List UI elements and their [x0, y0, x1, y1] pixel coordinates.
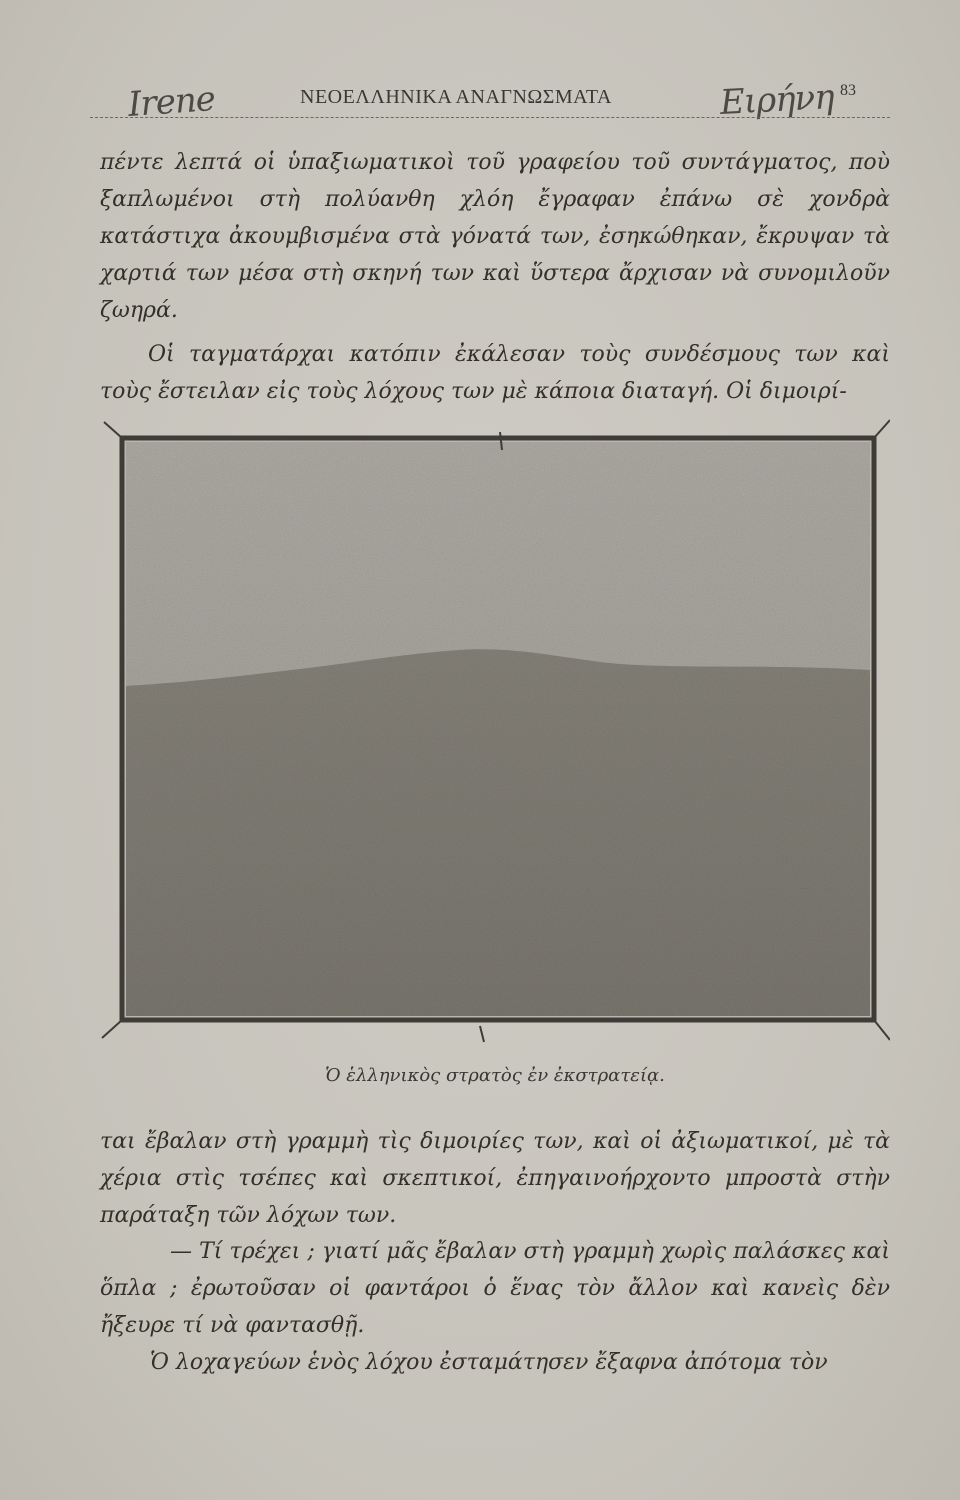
paragraph-3: ται ἔβαλαν στὴ γραμμὴ τὶς διμοιρίες των, καὶ οἱ ἀξιωματικοί, μὲ τὰ χέρια στὶς τσέπες καὶ σκεπτικοί, ἐπηγαινοήρχοντο μπροστὰ στὴν παράταξη τῶν λόχων των.: [100, 1129, 890, 1228]
paragraph-2: Οἱ ταγματάρχαι κατόπιν ἐκάλεσαν τοὺς συνδέσμους των καὶ τοὺς ἔστειλαν εἰς τοὺς λόχους των μὲ κάποια διαταγή. Οἱ διμοιρί-: [100, 342, 890, 404]
paragraph-5: Ὁ λοχαγεύων ἑνὸς λόχου ἐσταμάτησεν ἔξαφνα ἀπότομα τὸν: [150, 1350, 828, 1375]
page-header: [100, 74, 890, 125]
paragraph-4: — Τί τρέχει ; γιατί μᾶς ἔβαλαν στὴ γραμμὴ χωρὶς παλάσκες καὶ ὅπλα ; ἐρωτοῦσαν οἱ φαντάροι ὁ ἕνας τὸν ἄλλον καὶ κανεὶς δὲν ἤξευρε τί νὰ φαντασθῇ.: [100, 1239, 890, 1338]
paragraph-1: πέντε λεπτά οἱ ὑπαξιωματικοὶ τοῦ γραφείου τοῦ συντάγματος, ποὺ ξαπλωμένοι στὴ πολύανθη χλόη ἔγραφαν ἐπάνω σὲ χονδρὰ κατάστιχα ἀκουμβισμένα στὰ γόνατά των, ἐσηκώθηκαν, ἔκρυψαν τὰ χαρτιά των μέσα στὴ σκηνή των καὶ ὕστερα ἄρχισαν νὰ συνομιλοῦν ζωηρά.: [100, 150, 890, 323]
page-number: 83: [840, 82, 856, 99]
photo-caption: Ὁ ἑλληνικὸς στρατὸς ἐν ἐκστρατείᾳ.: [325, 1065, 665, 1086]
header-rule: [90, 117, 890, 118]
photograph: [100, 414, 890, 1054]
running-title: ΝΕΟΕΛΛΗΝΙΚΑ ΑΝΑΓΝΩΣΜΑΤΑ: [300, 86, 612, 108]
handwritten-name-left: Irene: [126, 79, 217, 125]
handwritten-name-right: Ειρήνη: [719, 77, 835, 123]
photograph-image: [100, 414, 890, 1054]
